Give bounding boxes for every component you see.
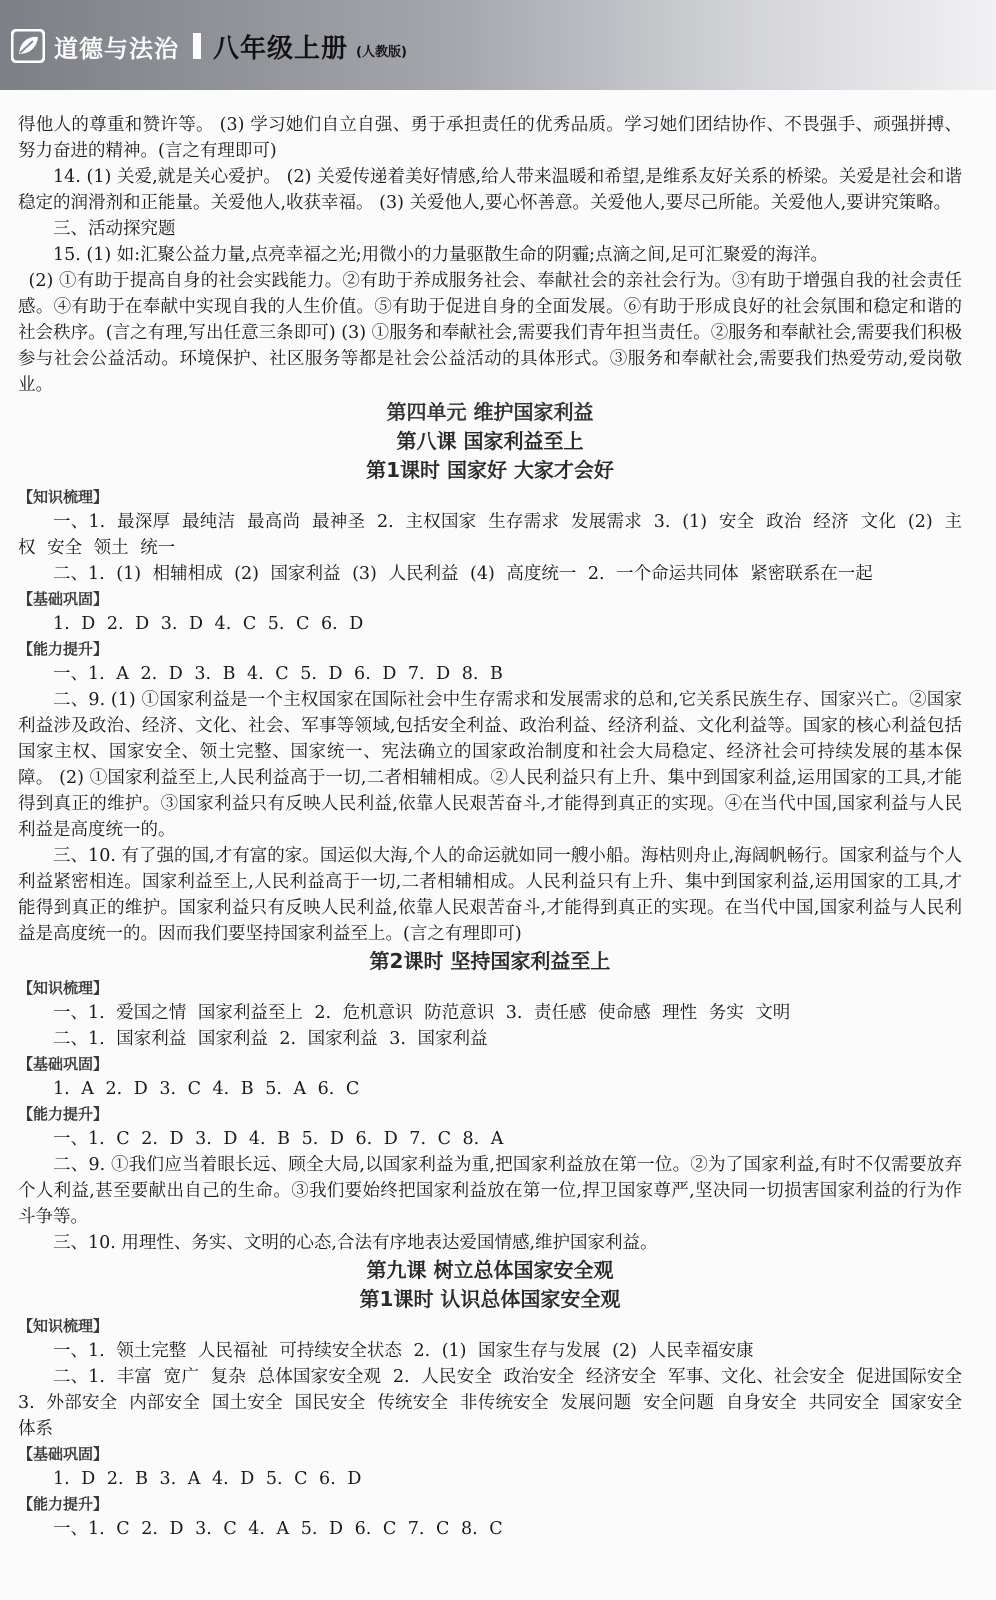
section-tag: 【能力提升】	[18, 1105, 109, 1123]
answer-line: 一、1. 爱国之情 国家利益至上 2. 危机意识 防范意识 3. 责任感 使命感 理性 务实 文明	[53, 1003, 791, 1023]
answer-line: 1. D 2. B 3. A 4. D 5. C 6. D	[53, 1469, 362, 1489]
answer-line: 一、1. 领土完整 人民福祉 可持续安全状态 2. (1) 国家生存与发展 (2) 人民幸福安康	[53, 1341, 754, 1361]
answer-line: 二、1. 丰富 宽广 复杂 总体国家安全观 2. 人民安全 政治安全 经济安全 军事、文化、社会安全 促进国际安全 3. 外部安全 内部安全 国土安全 国民安全 传统安全 非传统安全 发展问题 安全问题 自身安全 共同安全 国家安全体系	[18, 1367, 962, 1439]
section-tag: 【基础巩固】	[18, 590, 109, 608]
leaf-logo-icon	[6, 24, 50, 68]
lesson-heading: 第九课 树立总体国家安全观	[366, 1258, 614, 1282]
answer-line: 二、1. (1) 相辅相成 (2) 国家利益 (3) 人民利益 (4) 高度统一 2. 一个命运共同体 紧密联系在一起	[53, 564, 873, 584]
period-heading: 第1课时 国家好 大家才会好	[366, 458, 614, 482]
answer-content	[18, 112, 962, 1542]
period-heading: 第2课时 坚持国家利益至上	[369, 949, 611, 973]
answer-line: 1. D 2. D 3. D 4. C 5. C 6. D	[53, 614, 364, 634]
answer-line: 一、1. 最深厚 最纯洁 最高尚 最神圣 2. 主权国家 生存需求 发展需求 3. (1) 安全 政治 经济 文化 (2) 主权 安全 领土 统一	[18, 512, 962, 558]
section-tag: 【能力提升】	[18, 640, 109, 658]
page-header	[0, 0, 996, 90]
answer-line: 二、9. (1) ①国家利益是一个主权国家在国际社会中生存需求和发展需求的总和,它关系民族生存、国家兴亡。②国家利益涉及政治、经济、文化、社会、军事等领域,包括安全利益、政治利益、经济利益、文化利益等。国家的核心利益包括国家主权、国家安全、领土完整、国家统一、宪法确立的国家政治制度和社会大局稳定、经济社会可持续发展的基本保障。 (2) ①国家利益至上,人民利益高于一切,二者相辅相成。②人民利益只有上升、集中到国家利益,运用国家的工具,才能得到真正的维护。③国家利益只有反映人民利益,依靠人民艰苦奋斗,才能得到真正的实现。④在当代中国,国家利益与人民利益是高度统一的。	[18, 690, 962, 840]
title-separator	[193, 33, 201, 59]
section-tag: 【基础巩固】	[18, 1445, 109, 1463]
grade-title: 八年级上册	[213, 33, 349, 64]
answer-line: 一、1. A 2. D 3. B 4. C 5. D 6. D 7. D 8. B	[53, 664, 503, 684]
answer-line: 一、1. C 2. D 3. C 4. A 5. D 6. C 7. C 8. C	[53, 1519, 503, 1539]
answer-line: 14. (1) 关爱,就是关心爱护。 (2) 关爱传递着美好情感,给人带来温暖和希望,是维系友好关系的桥梁。关爱是社会和谐稳定的润滑剂和正能量。关爱他人,收获幸福。 (3) 关爱他人,要心怀善意。关爱他人,要尽己所能。关爱他人,要讲究策略。	[18, 167, 962, 213]
header-bar	[0, 22, 407, 70]
subject-title: 道德与法治	[54, 34, 179, 63]
answer-line: 得他人的尊重和赞许等。 (3) 学习她们自立自强、勇于承担责任的优秀品质。学习她们团结协作、不畏强手、顽强拼搏、努力奋进的精神。(言之有理即可)	[18, 115, 962, 161]
answer-line: 三、10. 用理性、务实、文明的心态,合法有序地表达爱国情感,维护国家利益。	[53, 1233, 658, 1253]
answer-line: 二、1. 国家利益 国家利益 2. 国家利益 3. 国家利益	[53, 1029, 488, 1049]
lesson-heading: 第八课 国家利益至上	[396, 429, 584, 453]
answer-line: (2) ①有助于提高自身的社会实践能力。②有助于养成服务社会、奉献社会的亲社会行为。③有助于增强自我的社会责任感。④有助于在奉献中实现自我的人生价值。⑤有助于促进自身的全面发展。⑥有助于形成良好的社会氛围和稳定和谐的社会秩序。(言之有理,写出任意三条即可) (3) ①服务和奉献社会,需要我们青年担当责任。②服务和奉献社会,需要我们积极参与社会公益活动。环境保护、社区服务等都是社会公益活动的具体形式。③服务和奉献社会,需要我们热爱劳动,爱岗敬业。	[18, 271, 962, 395]
section-tag: 【能力提升】	[18, 1495, 109, 1513]
section-label: 三、活动探究题	[53, 219, 176, 239]
answer-line: 一、1. C 2. D 3. D 4. B 5. D 6. D 7. C 8. A	[53, 1129, 504, 1149]
answer-line: 15. (1) 如:汇聚公益力量,点亮幸福之光;用微小的力量驱散生命的阴霾;点滴之间,足可汇聚爱的海洋。	[53, 245, 829, 265]
section-tag: 【知识梳理】	[18, 488, 109, 506]
section-tag: 【知识梳理】	[18, 979, 109, 997]
edition-label: (人教版)	[356, 44, 407, 60]
answer-line: 1. A 2. D 3. C 4. B 5. A 6. C	[53, 1079, 360, 1099]
period-heading: 第1课时 认识总体国家安全观	[359, 1287, 621, 1311]
section-tag: 【基础巩固】	[18, 1055, 109, 1073]
section-tag: 【知识梳理】	[18, 1317, 109, 1335]
answer-line: 二、9. ①我们应当着眼长远、顾全大局,以国家利益为重,把国家利益放在第一位。②为了国家利益,有时不仅需要放弃个人利益,甚至要献出自己的生命。③我们要始终把国家利益放在第一位,捍卫国家尊严,坚决同一切损害国家利益的行为作斗争等。	[18, 1155, 962, 1227]
unit-heading: 第四单元 维护国家利益	[386, 400, 594, 424]
answer-line: 三、10. 有了强的国,才有富的家。国运似大海,个人的命运就如同一艘小船。海枯则舟止,海阔帆畅行。国家利益与个人利益紧密相连。国家利益至上,人民利益高于一切,二者相辅相成。人民利益只有上升、集中到国家利益,运用国家的工具,才能得到真正的维护。国家利益只有反映人民利益,依靠人民艰苦奋斗,才能得到真正的实现。在当代中国,国家利益与人民利益是高度统一的。因而我们要坚持国家利益至上。(言之有理即可)	[18, 846, 962, 944]
